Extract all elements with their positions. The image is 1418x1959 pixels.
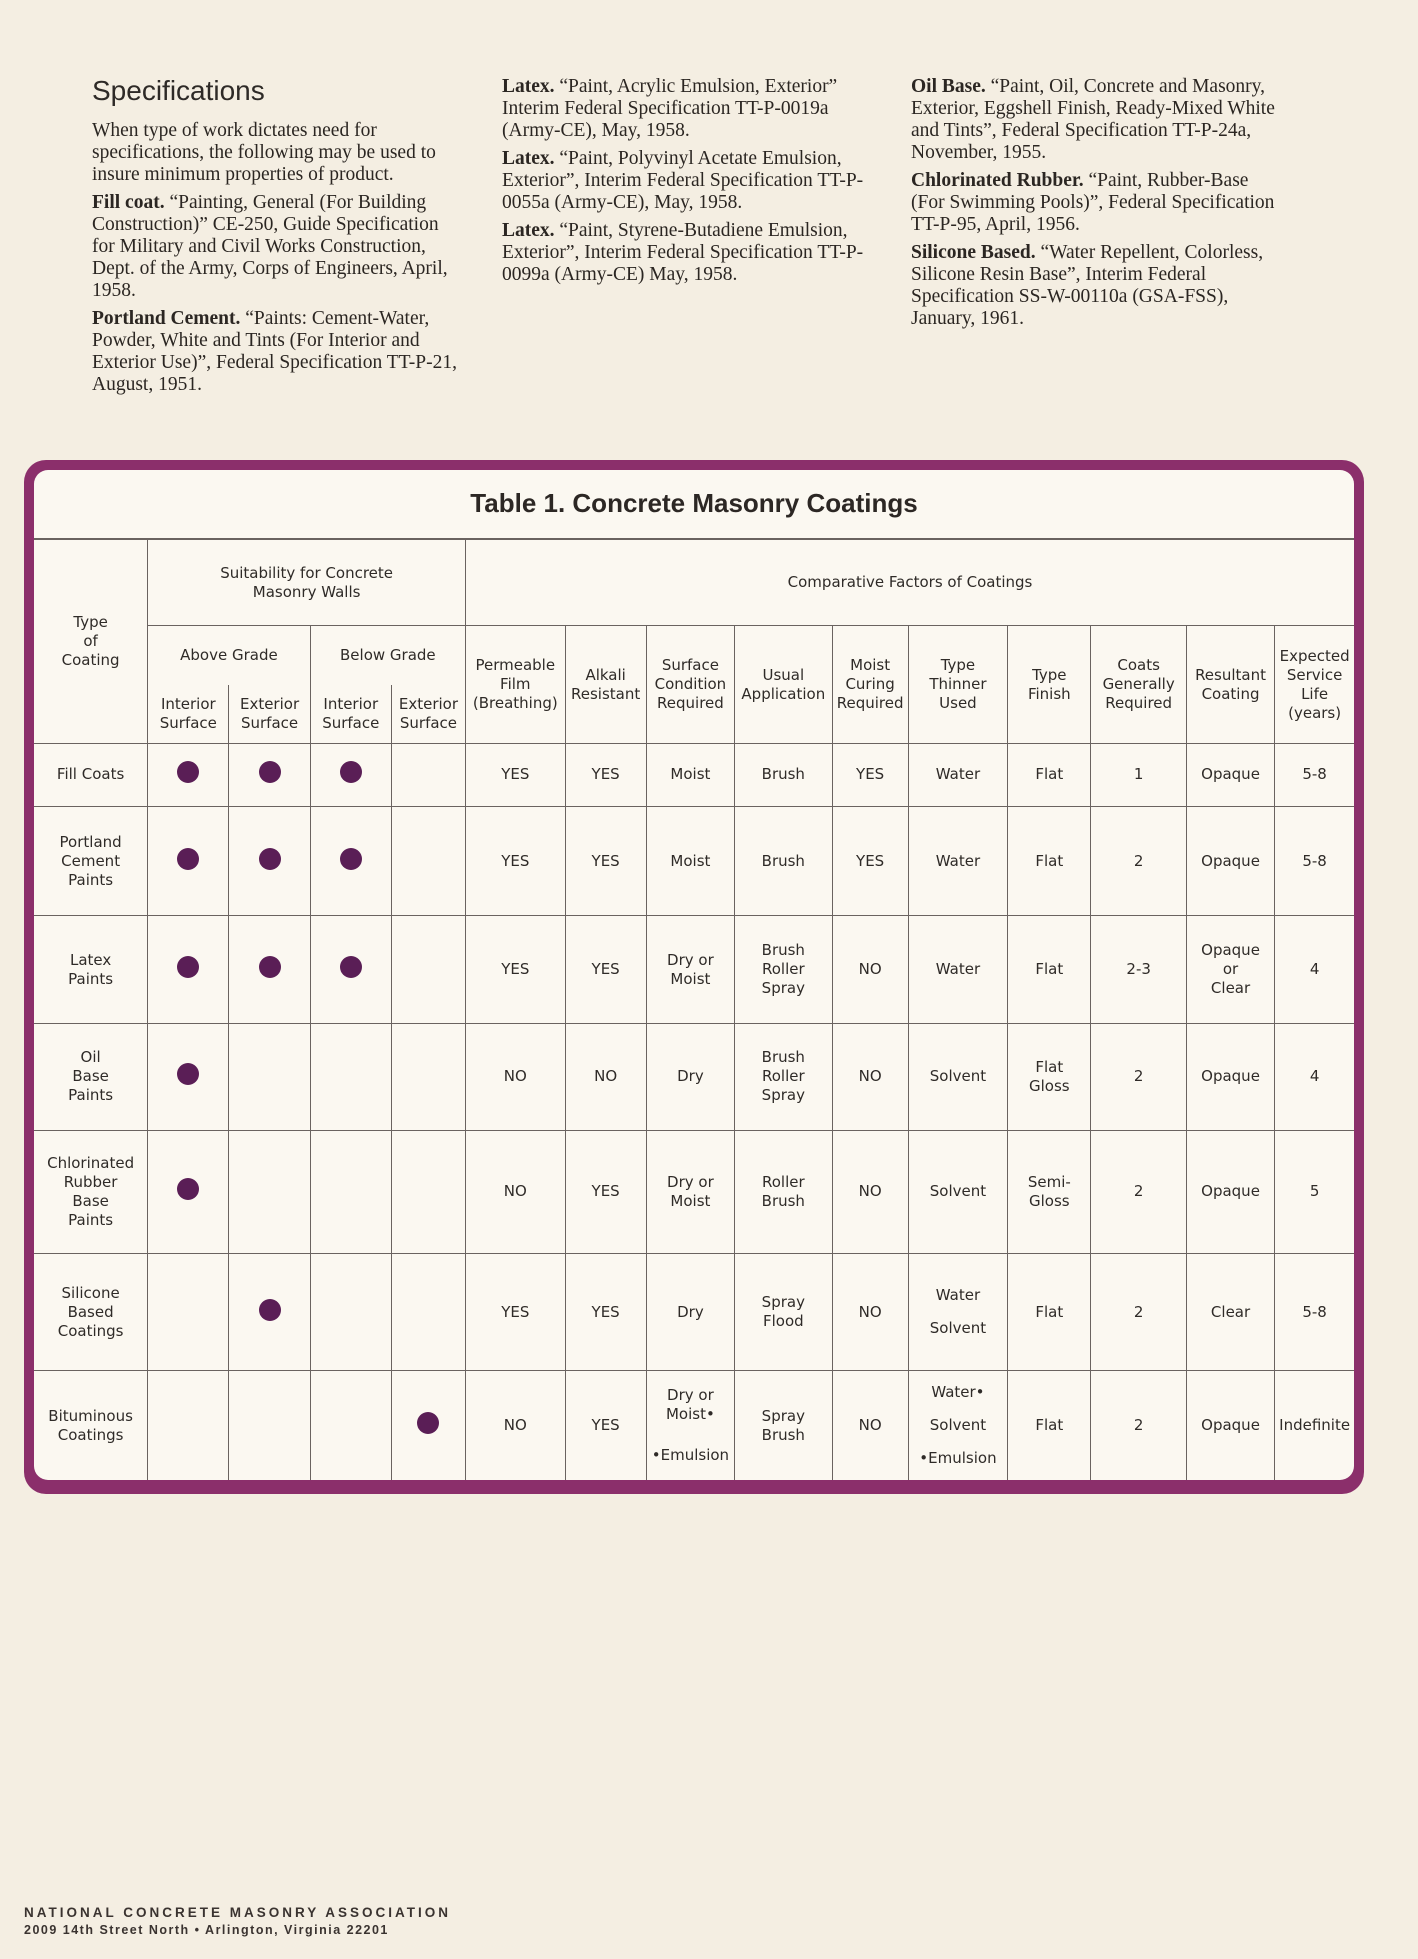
row-name: Bituminous Coatings <box>34 1371 148 1480</box>
suit-cell <box>310 1023 391 1130</box>
cell-alkali: YES <box>565 743 646 807</box>
cell-moist-curing: NO <box>832 1371 908 1480</box>
suitability-dot-icon <box>259 848 281 870</box>
header-moist-curing: Moist Curing Required <box>832 626 908 743</box>
suit-cell <box>148 916 229 1023</box>
row-name: Oil Base Paints <box>34 1023 148 1130</box>
cell-moist-curing: YES <box>832 743 908 807</box>
cell-application: Spray Flood <box>735 1254 832 1371</box>
suitability-dot-icon <box>177 848 199 870</box>
suitability-dot-icon <box>340 956 362 978</box>
suit-cell <box>148 743 229 807</box>
suit-cell <box>229 807 310 916</box>
row-name: Silicone Based Coatings <box>34 1254 148 1371</box>
suit-cell <box>148 1023 229 1130</box>
cell-application: Spray Brush <box>735 1371 832 1480</box>
suit-cell <box>310 916 391 1023</box>
footer <box>24 1905 451 1937</box>
table-title: Table 1. Concrete Masonry Coatings <box>470 488 918 518</box>
table-panel <box>34 470 1354 1480</box>
cell-permeable: NO <box>466 1023 566 1130</box>
cell-permeable: YES <box>466 916 566 1023</box>
cell-life: 5-8 <box>1275 743 1354 807</box>
cell-finish: Flat Gloss <box>1008 1023 1091 1130</box>
cell-thinner-top: Water• <box>931 1383 985 1402</box>
cell-thinner-top: Water <box>935 1286 981 1305</box>
row-name: Portland Cement Paints <box>34 807 148 916</box>
spec-entry-text: “Paints: Cement-Water, Powder, White and Tints (For Interior and Exterior Use)”, Federal Specification TT-P-21, August, 1951. <box>92 308 457 395</box>
spec-entry <box>911 76 1277 164</box>
cell-coats: 1 <box>1091 743 1186 807</box>
suitability-dot-icon <box>177 761 199 783</box>
cell-permeable: YES <box>466 743 566 807</box>
suit-cell <box>229 1371 310 1480</box>
cell-application: Brush Roller Spray <box>735 1023 832 1130</box>
cell-thinner-bottom: •Emulsion <box>919 1449 997 1468</box>
spec-entry <box>92 308 460 396</box>
cell-moist-curing: NO <box>832 1254 908 1371</box>
table-row <box>34 1371 1354 1480</box>
suit-cell <box>391 1371 465 1480</box>
suitability-dot-icon <box>177 1063 199 1085</box>
cell-coating: Opaque or Clear <box>1186 916 1274 1023</box>
spec-entry-text: “Paint, Rubber-Base (For Swimming Pools)”, Federal Specification TT-P-95, April, 1956. <box>911 170 1275 235</box>
table-row <box>34 1254 1354 1371</box>
header-resultant-coating: Resultant Coating <box>1186 626 1274 743</box>
header-above-interior: Interior Surface <box>148 685 229 744</box>
spec-entry-label: Latex. <box>502 76 555 97</box>
table-row <box>34 916 1354 1023</box>
cell-finish: Flat <box>1008 743 1091 807</box>
header-type-finish: Type Finish <box>1008 626 1091 743</box>
footer-organization: NATIONAL CONCRETE MASONRY ASSOCIATION <box>24 1905 452 1920</box>
cell-moist-curing: NO <box>832 1130 908 1253</box>
cell-life: 4 <box>1275 916 1354 1023</box>
suit-cell <box>310 1254 391 1371</box>
cell-surface: Moist <box>646 807 734 916</box>
cell-surface: Dry or Moist <box>646 916 734 1023</box>
suit-cell <box>391 1254 465 1371</box>
cell-alkali: YES <box>565 1371 646 1480</box>
cell-alkali: YES <box>565 807 646 916</box>
suitability-dot-icon <box>259 761 281 783</box>
suit-cell <box>148 1254 229 1371</box>
suit-cell <box>229 743 310 807</box>
cell-surface: Dry <box>646 1023 734 1130</box>
spec-entry-label: Portland Cement. <box>92 308 241 329</box>
cell-surface: Moist <box>646 743 734 807</box>
cell-coats: 2 <box>1091 1371 1186 1480</box>
spec-column-3 <box>911 76 1277 336</box>
table-row <box>34 1130 1354 1253</box>
cell-finish: Flat <box>1008 807 1091 916</box>
header-usual-application: Usual Application <box>735 626 832 743</box>
cell-finish: Semi- Gloss <box>1008 1130 1091 1253</box>
suit-cell <box>310 1371 391 1480</box>
suitability-dot-icon <box>259 956 281 978</box>
cell-thinner: Solvent <box>908 1130 1008 1253</box>
header-coats-required: Coats Generally Required <box>1091 626 1186 743</box>
row-name: Latex Paints <box>34 916 148 1023</box>
suit-cell <box>229 916 310 1023</box>
suitability-dot-icon <box>177 956 199 978</box>
cell-coating: Opaque <box>1186 1023 1274 1130</box>
cell-thinner: Solvent <box>908 1023 1008 1130</box>
suit-cell <box>148 807 229 916</box>
suit-cell <box>229 1130 310 1253</box>
header-above-grade: Above Grade <box>148 626 310 685</box>
cell-life: 4 <box>1275 1023 1354 1130</box>
cell-moist-curing: NO <box>832 1023 908 1130</box>
cell-permeable: YES <box>466 807 566 916</box>
spec-entry-label: Oil Base. <box>911 76 986 97</box>
cell-thinner <box>908 1254 1008 1371</box>
cell-application: Brush Roller Spray <box>735 916 832 1023</box>
header-comparative-factors: Comparative Factors of Coatings <box>466 539 1354 626</box>
suit-cell <box>148 1371 229 1480</box>
cell-permeable: NO <box>466 1130 566 1253</box>
cell-moist-curing: NO <box>832 916 908 1023</box>
cell-coats: 2 <box>1091 1130 1186 1253</box>
cell-finish: Flat <box>1008 916 1091 1023</box>
spec-entry <box>911 170 1277 236</box>
suitability-dot-icon <box>417 1412 439 1434</box>
cell-application: Roller Brush <box>735 1130 832 1253</box>
cell-coats: 2 <box>1091 1254 1186 1371</box>
cell-alkali: YES <box>565 1254 646 1371</box>
cell-coats: 2-3 <box>1091 916 1186 1023</box>
spec-entry-label: Fill coat. <box>92 192 165 213</box>
cell-alkali: YES <box>565 1130 646 1253</box>
row-name: Fill Coats <box>34 743 148 807</box>
cell-life: 5 <box>1275 1130 1354 1253</box>
suit-cell <box>391 1023 465 1130</box>
header-service-life: Expected Service Life (years) <box>1275 626 1354 743</box>
header-below-exterior: Exterior Surface <box>391 685 465 744</box>
cell-surface-top: Dry or Moist• <box>665 1386 715 1424</box>
header-permeable-film: Permeable Film (Breathing) <box>466 626 566 743</box>
page-title: Specifications <box>92 75 265 106</box>
table-row <box>34 1023 1354 1130</box>
suit-cell <box>148 1130 229 1253</box>
header-suitability: Suitability for Concrete Masonry Walls <box>148 539 466 626</box>
cell-thinner: Water <box>908 743 1008 807</box>
suit-cell <box>391 1130 465 1253</box>
spec-entry <box>502 220 868 286</box>
spec-entry-text: “Paint, Polyvinyl Acetate Emulsion, Exterior”, Interim Federal Specification TT-P-0055a (Army-CE), May, 1958. <box>502 148 864 213</box>
spec-entry-text: “Painting, General (For Building Construction)” CE-250, Guide Specification for Military and Civil Works Construction, Dept. of the Army, Corps of Engineers, April, 1958. <box>92 192 448 301</box>
spec-entry <box>502 148 868 214</box>
cell-thinner: Water <box>908 916 1008 1023</box>
row-name: Chlorinated Rubber Base Paints <box>34 1130 148 1253</box>
cell-life: Indefinite <box>1275 1371 1354 1480</box>
spec-entry <box>92 192 460 302</box>
cell-moist-curing: YES <box>832 807 908 916</box>
cell-finish: Flat <box>1008 1371 1091 1480</box>
spec-entry <box>502 76 868 142</box>
spec-intro: When type of work dictates need for specifications, the following may be used to insure minimum properties of product. <box>92 120 436 185</box>
header-above-exterior: Exterior Surface <box>229 685 310 744</box>
cell-surface: Dry or Moist <box>646 1130 734 1253</box>
suit-cell <box>229 1254 310 1371</box>
spec-entry-label: Latex. <box>502 148 555 169</box>
cell-surface-bottom: •Emulsion <box>651 1446 730 1465</box>
cell-thinner-main: Solvent <box>929 1416 987 1435</box>
cell-alkali: NO <box>565 1023 646 1130</box>
spec-entry-text: “Paint, Oil, Concrete and Masonry, Exterior, Eggshell Finish, Ready-Mixed White and Tints”, Federal Specification TT-P-24a, November, 1955. <box>911 76 1275 163</box>
cell-life: 5-8 <box>1275 807 1354 916</box>
cell-finish: Flat <box>1008 1254 1091 1371</box>
spec-entry <box>911 242 1277 330</box>
footer-address: 2009 14th Street North • Arlington, Virginia 22201 <box>24 1923 389 1937</box>
cell-coats: 2 <box>1091 1023 1186 1130</box>
spec-entry-label: Latex. <box>502 220 555 241</box>
suitability-dot-icon <box>340 848 362 870</box>
suit-cell <box>229 1023 310 1130</box>
suitability-dot-icon <box>177 1178 199 1200</box>
header-surface-condition: Surface Condition Required <box>646 626 734 743</box>
cell-coating: Opaque <box>1186 743 1274 807</box>
cell-application: Brush <box>735 743 832 807</box>
cell-coats: 2 <box>1091 807 1186 916</box>
coatings-table <box>34 538 1354 1480</box>
table-frame <box>24 460 1364 1494</box>
header-alkali-resistant: Alkali Resistant <box>565 626 646 743</box>
spec-entry-label: Silicone Based. <box>911 242 1036 263</box>
cell-coating: Clear <box>1186 1254 1274 1371</box>
table-row <box>34 807 1354 916</box>
header-type-thinner: Type Thinner Used <box>908 626 1008 743</box>
header-below-interior: Interior Surface <box>310 685 391 744</box>
cell-alkali: YES <box>565 916 646 1023</box>
spec-column-2 <box>502 76 868 292</box>
suit-cell <box>391 743 465 807</box>
suit-cell <box>310 1130 391 1253</box>
spec-column-1 <box>92 72 460 402</box>
suitability-dot-icon <box>340 761 362 783</box>
cell-surface: Dry <box>646 1254 734 1371</box>
cell-thinner <box>908 1371 1008 1480</box>
header-below-grade: Below Grade <box>310 626 465 685</box>
header-type-of-coating: Type of Coating <box>34 539 148 743</box>
cell-coating: Opaque <box>1186 1130 1274 1253</box>
suit-cell <box>310 743 391 807</box>
cell-life: 5-8 <box>1275 1254 1354 1371</box>
spec-entry-text: “Paint, Acrylic Emulsion, Exterior” Interim Federal Specification TT-P-0019a (Army-CE), May, 1958. <box>502 76 838 141</box>
table-row <box>34 743 1354 807</box>
suitability-dot-icon <box>259 1299 281 1321</box>
cell-coating: Opaque <box>1186 807 1274 916</box>
suit-cell <box>391 807 465 916</box>
cell-application: Brush <box>735 807 832 916</box>
spec-entry-text: “Paint, Styrene-Butadiene Emulsion, Exterior”, Interim Federal Specification TT-P-0099a (Army-CE) May, 1958. <box>502 220 864 285</box>
cell-thinner-main: Solvent <box>929 1319 987 1338</box>
suit-cell <box>391 916 465 1023</box>
cell-thinner: Water <box>908 807 1008 916</box>
cell-surface <box>646 1371 734 1480</box>
cell-permeable: YES <box>466 1254 566 1371</box>
spec-entry-text: “Water Repellent, Colorless, Silicone Resin Base”, Interim Federal Specification SS-W-00110a (GSA-FSS), January, 1961. <box>911 242 1264 329</box>
spec-entry-label: Chlorinated Rubber. <box>911 170 1084 191</box>
cell-permeable: NO <box>466 1371 566 1480</box>
suit-cell <box>310 807 391 916</box>
cell-coating: Opaque <box>1186 1371 1274 1480</box>
